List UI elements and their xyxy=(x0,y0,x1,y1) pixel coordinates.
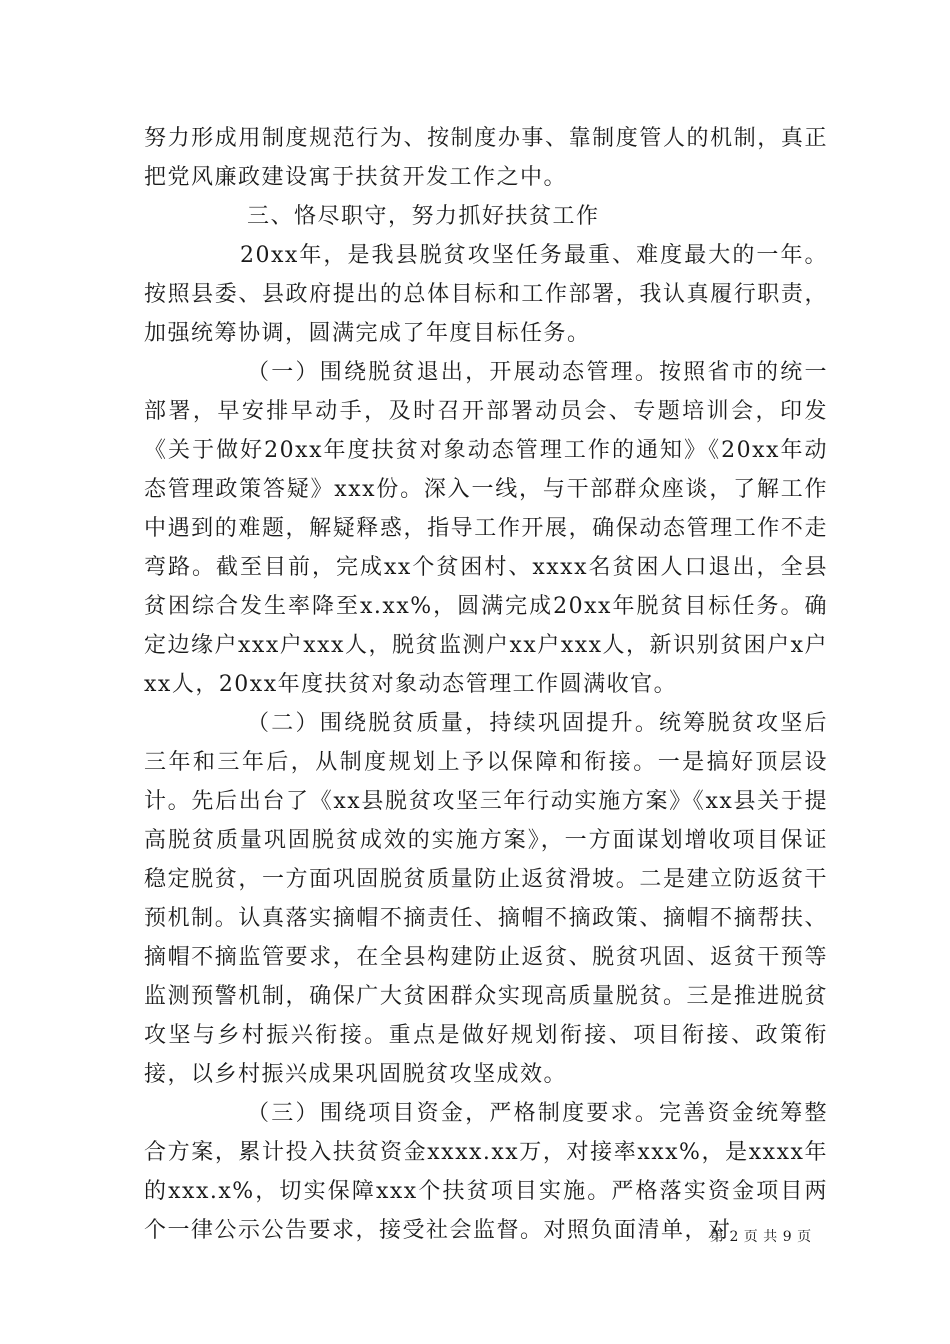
document-body xyxy=(144,119,828,1250)
paragraph-continuation: 努力形成用制度规范行为、按制度办事、靠制度管人的机制，真正把党风廉政建设寓于扶贫开发工作之中。 xyxy=(144,126,828,190)
paragraph-item-2: （二）围绕脱贫质量，持续巩固提升。统筹脱贫攻坚后三年和三年后，从制度规划上予以保障和衔接。一是搞好顶层设计。先后出台了《xx县脱贫攻坚三年行动实施方案》《xx县关于提高脱贫质量巩固脱贫成效的实施方案》，一方面谋划增收项目保证稳定脱贫，一方面巩固脱贫质量防止返贫滑坡。二是建立防返贫干预机制。认真落实摘帽不摘责任、摘帽不摘政策、摘帽不摘帮扶、摘帽不摘监管要求，在全县构建防止返贫、脱贫巩固、返贫干预等监测预警机制，确保广大贫困群众实现高质量脱贫。三是推进脱贫攻坚与乡村振兴衔接。重点是做好规划衔接、项目衔接、政策衔接，以乡村振兴成果巩固脱贫攻坚成效。 xyxy=(144,711,828,1087)
paragraph-intro: 20xx年，是我县脱贫攻坚任务最重、难度最大的一年。按照县委、县政府提出的总体目标和工作部署，我认真履行职责，加强统筹协调，圆满完成了年度目标任务。 xyxy=(144,243,828,346)
paragraph-item-1: （一）围绕脱贫退出，开展动态管理。按照省市的统一部署，早安排早动手，及时召开部署动员会、专题培训会，印发《关于做好20xx年度扶贫对象动态管理工作的通知》《20xx年动态管理政策答疑》xxx份。深入一线，与干部群众座谈，了解工作中遇到的难题，解疑释惑，指导工作开展，确保动态管理工作不走弯路。截至目前，完成xx个贫困村、xxxx名贫困人口退出，全县贫困综合发生率降至x.xx%，圆满完成20xx年脱贫目标任务。确定边缘户xxx户xxx人，脱贫监测户xx户xxx人，新识别贫困户x户xx人，20xx年度扶贫对象动态管理工作圆满收官。 xyxy=(144,360,828,697)
paragraph-item-3: （三）围绕项目资金，严格制度要求。完善资金统筹整合方案，累计投入扶贫资金xxxx.xx万，对接率xxx%，是xxxx年的xxx.x%，切实保障xxx个扶贫项目实施。严格落实资金项目两个一律公示公告要求，接受社会监督。对照负面清单，对 xyxy=(144,1101,828,1243)
section-heading: 三、恪尽职守，努力抓好扶贫工作 xyxy=(247,204,600,229)
page-number-footer: 第 2 页 共 9 页 xyxy=(710,1229,812,1245)
